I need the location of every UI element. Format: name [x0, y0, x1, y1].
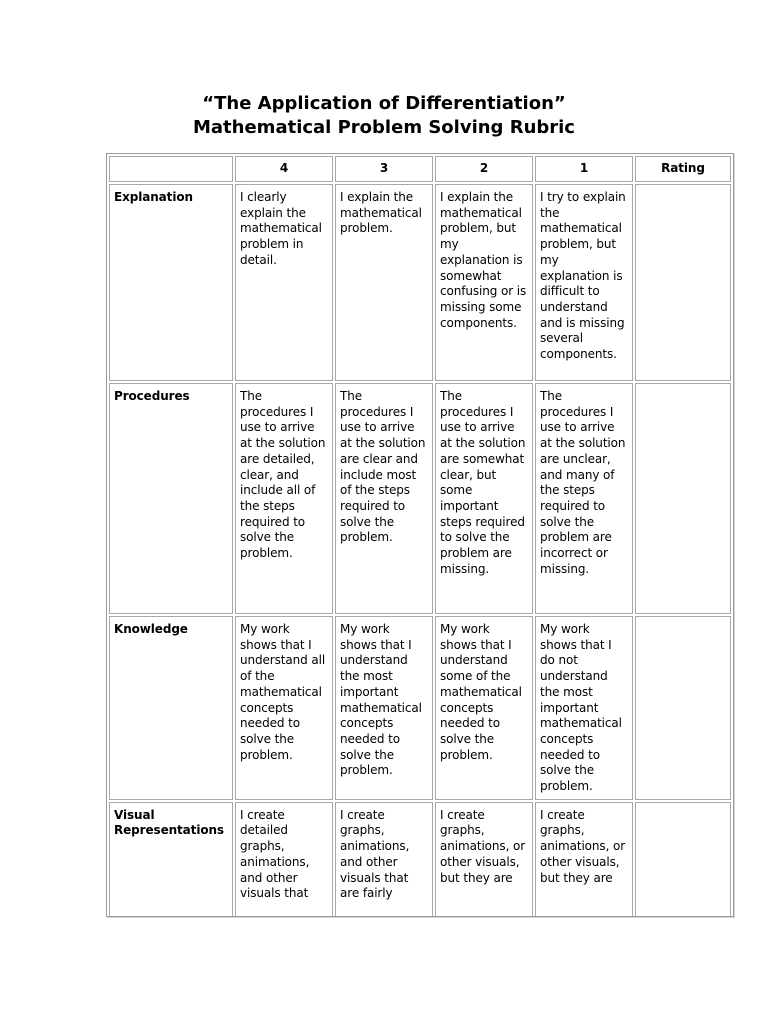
cell-score-2: I create graphs, animations, or other visuals, but they are	[435, 802, 533, 917]
cell-rating	[635, 184, 731, 381]
row-label: Knowledge	[109, 616, 233, 800]
cell-score-2: I explain the mathematical problem, but my explanation is somewhat confusing or is missing some components.	[435, 184, 533, 381]
cell-score-1: I try to explain the mathematical problem, but my explanation is difficult to understand and is missing several components.	[535, 184, 633, 381]
table-row-visual-representations	[109, 802, 731, 917]
row-label: Explanation	[109, 184, 233, 381]
cell-score-1: I create graphs, animations, or other visuals, but they are	[535, 802, 633, 917]
table-row-procedures	[109, 383, 731, 614]
table-row-explanation	[109, 184, 731, 381]
row-label: Procedures	[109, 383, 233, 614]
header-cell-corner	[109, 156, 233, 182]
header-cell-4: 4	[235, 156, 333, 182]
header-cell-2: 2	[435, 156, 533, 182]
header-cell-3: 3	[335, 156, 433, 182]
cell-score-2: The procedures I use to arrive at the solution are somewhat clear, but some important steps required to solve the problem are missing.	[435, 383, 533, 614]
title-line-2: Mathematical Problem Solving Rubric	[193, 117, 575, 138]
cell-rating	[635, 802, 731, 917]
cell-score-2: My work shows that I understand some of the mathematical concepts needed to solve the problem.	[435, 616, 533, 800]
cell-rating	[635, 616, 731, 800]
header-row	[109, 156, 731, 182]
header-cell-rating: Rating	[635, 156, 731, 182]
row-label: Visual Representations	[109, 802, 233, 917]
rubric-table	[106, 153, 734, 917]
cell-score-3: I explain the mathematical problem.	[335, 184, 433, 381]
cell-score-3: The procedures I use to arrive at the solution are clear and include most of the steps required to solve the problem.	[335, 383, 433, 614]
cell-score-1: The procedures I use to arrive at the solution are unclear, and many of the steps required to solve the problem are incorrect or missing.	[535, 383, 633, 614]
cell-rating	[635, 383, 731, 614]
document-title	[0, 92, 768, 140]
cell-score-4: I clearly explain the mathematical problem in detail.	[235, 184, 333, 381]
cell-score-4: My work shows that I understand all of the mathematical concepts needed to solve the problem.	[235, 616, 333, 800]
table-row-knowledge	[109, 616, 731, 800]
cell-score-1: My work shows that I do not understand the most important mathematical concepts needed to solve the problem.	[535, 616, 633, 800]
cell-score-4: I create detailed graphs, animations, and other visuals that	[235, 802, 333, 917]
cell-score-3: I create graphs, animations, and other visuals that are fairly	[335, 802, 433, 917]
title-line-1: “The Application of Differentiation”	[202, 93, 566, 114]
cell-score-4: The procedures I use to arrive at the solution are detailed, clear, and include all of the steps required to solve the problem.	[235, 383, 333, 614]
cell-score-3: My work shows that I understand the most important mathematical concepts needed to solve the problem.	[335, 616, 433, 800]
header-cell-1: 1	[535, 156, 633, 182]
